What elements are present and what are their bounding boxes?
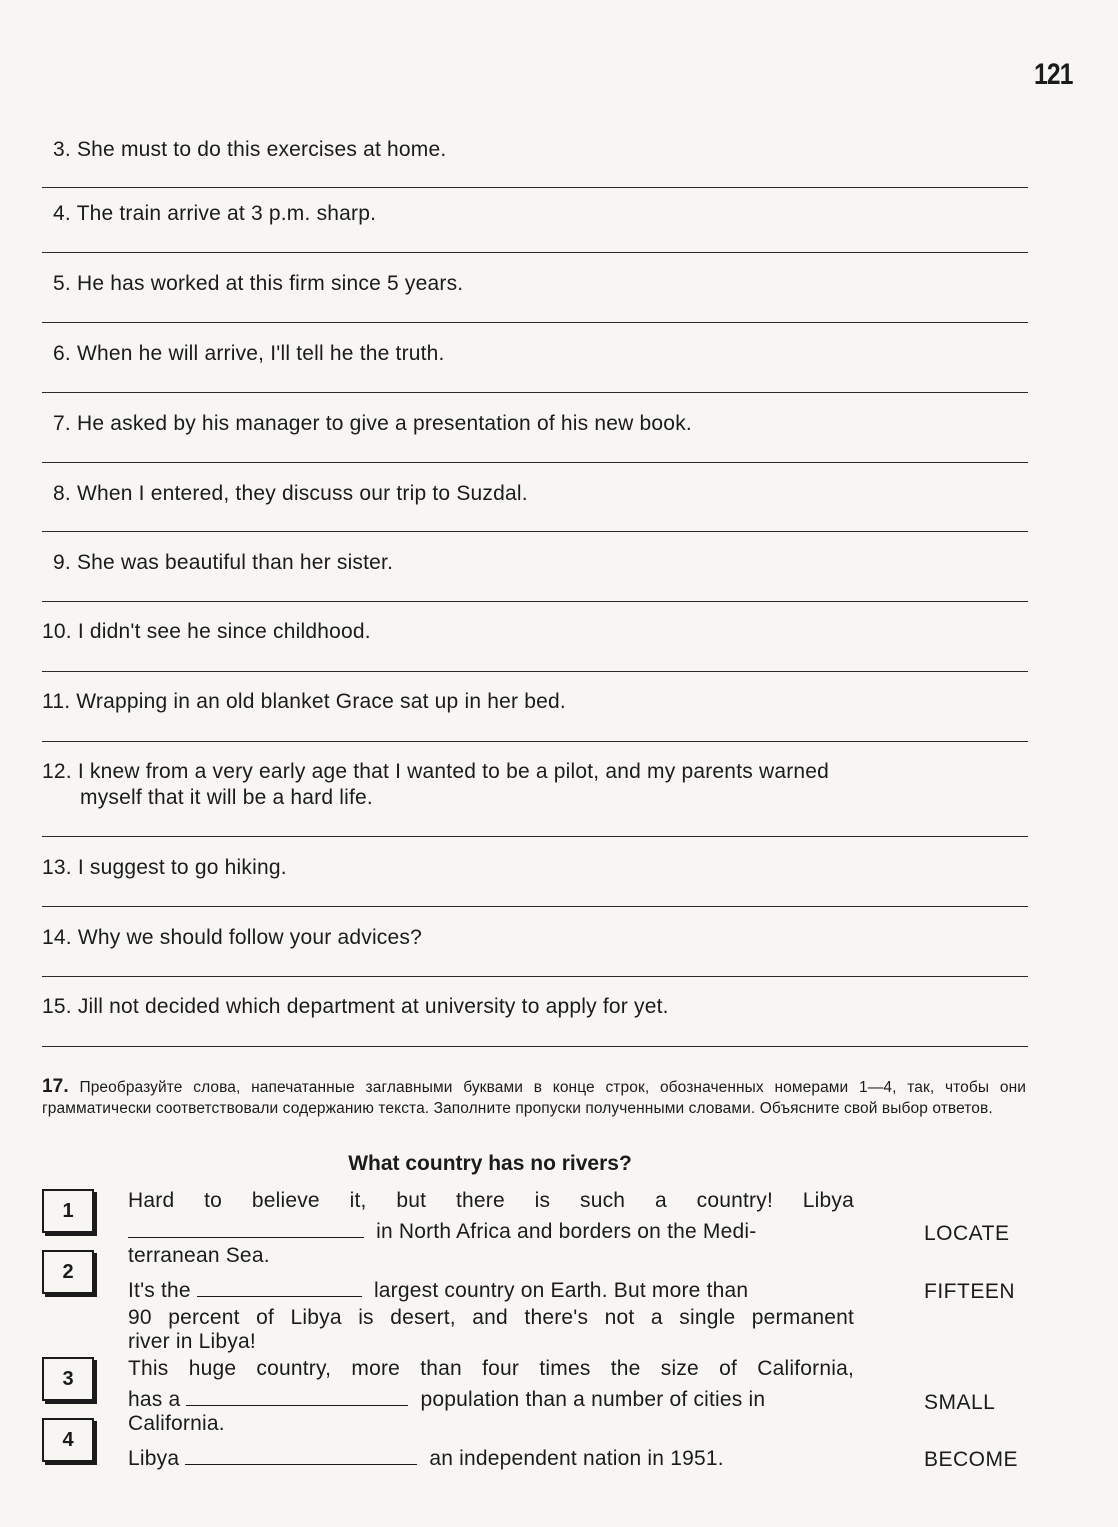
answer-line[interactable] [42,976,1028,977]
exercise-item [53,411,1028,437]
item-number: 6. [53,342,71,365]
text-paragraph-4 [128,1445,854,1472]
keyword-small: SMALL [924,1391,996,1414]
text-paragraph-2 [128,1277,854,1355]
item-number: 13. [42,856,72,879]
text-line: This huge country, more than four times the size of California, [128,1357,854,1380]
keyword-become: BECOME [924,1448,1019,1471]
text-line [128,1445,854,1472]
item-sentence: The train arrive at 3 p.m. sharp. [76,202,377,225]
text-line [128,1218,854,1245]
text-paragraph-3 [128,1355,854,1437]
item-sentence: When he will arrive, I'll tell he the truth. [76,342,445,365]
exercise-item [53,550,1028,576]
text-line [128,1386,854,1413]
item-number: 5. [53,272,71,295]
answer-line[interactable] [42,906,1028,907]
keyword-locate: LOCATE [924,1222,1010,1245]
text-line: California. [128,1412,225,1435]
text-fragment: has a [128,1388,181,1411]
answer-line[interactable] [42,836,1028,837]
answer-line[interactable] [42,187,1028,188]
item-sentence: She must to do this exercises at home. [76,138,447,161]
gap-number-box: 2 [42,1250,94,1294]
answer-line[interactable] [42,741,1028,742]
item-sentence: He asked by his manager to give a presentation of his new book. [76,412,692,435]
exercise-item [53,481,1028,507]
task-title: What country has no rivers? [348,1152,632,1175]
item-number: 4. [53,202,71,225]
gap-number-box: 1 [42,1189,94,1233]
item-number: 3. [53,138,71,161]
gap-blank[interactable] [197,1278,362,1297]
item-number: 9. [53,551,71,574]
gap-number-box: 3 [42,1357,94,1401]
task-number: 17. [42,1076,69,1097]
page-number: 121 [1034,58,1073,91]
exercise-item [53,341,1028,367]
answer-line[interactable] [42,392,1028,393]
item-number: 11. [42,690,71,713]
text-fragment: in North Africa and borders on the Medi- [376,1220,757,1243]
exercise-item [42,759,1027,811]
exercise-item [42,994,1017,1020]
text-paragraph-1 [128,1187,854,1269]
item-sentence-continuation: myself that it will be a hard life. [80,786,373,809]
exercise-item [53,201,1028,227]
exercise-item [53,137,1028,163]
item-number: 15. [42,995,72,1018]
answer-line[interactable] [42,252,1028,253]
text-fragment: an independent nation in 1951. [429,1447,724,1470]
item-sentence: Wrapping in an old blanket Grace sat up in her bed. [76,690,566,713]
keyword-fifteen: FIFTEEN [924,1280,1015,1303]
item-number: 8. [53,482,71,505]
answer-line[interactable] [42,322,1028,323]
gap-blank[interactable] [186,1387,408,1406]
item-sentence: I didn't see he since childhood. [77,620,371,643]
exercise-item [42,689,1017,715]
text-fragment: It's the [128,1279,191,1302]
item-sentence: She was beautiful than her sister. [76,551,394,574]
text-line: river in Libya! [128,1330,256,1353]
item-number: 14. [42,926,72,949]
item-number: 10. [42,620,72,643]
text-line: Hard to believe it, but there is such a country! Libya [128,1189,854,1212]
answer-line[interactable] [42,462,1028,463]
text-line: 90 percent of Libya is desert, and there's not a single permanent [128,1306,854,1329]
item-sentence: When I entered, they discuss our trip to Suzdal. [76,482,528,505]
item-sentence: He has worked at this firm since 5 years. [76,272,464,295]
item-sentence: I suggest to go hiking. [77,856,287,879]
answer-line[interactable] [42,1046,1028,1047]
gap-blank[interactable] [185,1446,417,1465]
answer-line[interactable] [42,601,1028,602]
task-instructions-text: Преобразуйте слова, напечатанные заглавными буквами в конце строк, обозначенных номерами 1—4, так, чтобы они грамматически соответствовали содержанию текста. Заполните пропуски полученными словами. Объясните свой выбор ответов. [42,1079,1026,1117]
item-number: 7. [53,412,71,435]
exercise-item [42,925,1017,951]
task-instructions [42,1076,1026,1119]
item-sentence: Why we should follow your advices? [77,926,422,949]
gap-number-box: 4 [42,1418,94,1462]
text-line: terranean Sea. [128,1244,270,1267]
exercise-item [42,619,1017,645]
exercise-item [42,855,1017,881]
text-fragment: population than a number of cities in [420,1388,766,1411]
gap-blank[interactable] [128,1219,364,1238]
answer-line[interactable] [42,531,1028,532]
item-number: 12. [42,760,72,783]
exercise-item [53,271,1028,297]
item-sentence: I knew from a very early age that I wanted to be a pilot, and my parents warned [77,760,830,783]
text-line [128,1277,854,1304]
item-sentence: Jill not decided which department at university to apply for yet. [77,995,669,1018]
text-fragment: Libya [128,1447,180,1470]
text-fragment: largest country on Earth. But more than [373,1279,749,1302]
answer-line[interactable] [42,671,1028,672]
